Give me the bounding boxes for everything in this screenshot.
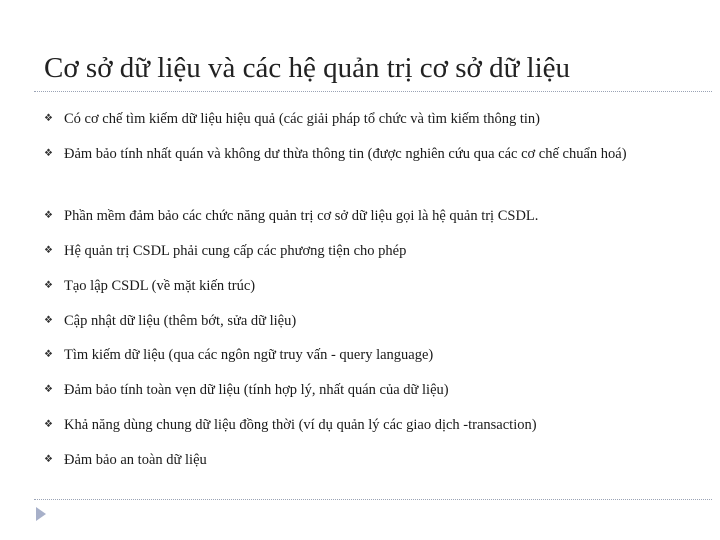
bullet-icon: ❖	[44, 419, 53, 430]
list-item: ❖ Tạo lập CSDL (về mặt kiến trúc)	[44, 269, 694, 303]
next-slide-triangle-icon	[36, 507, 46, 521]
bullet-icon: ❖	[44, 113, 53, 124]
bullet-icon: ❖	[44, 245, 53, 256]
bullet-icon: ❖	[44, 315, 53, 326]
list-item: ❖ Đảm bảo tính nhất quán và không dư thừa thông tin (được nghiên cứu qua các cơ chế chuẩn hoá)	[44, 137, 694, 171]
list-item: ❖ Tìm kiếm dữ liệu (qua các ngôn ngữ truy vấn - query language)	[44, 338, 694, 372]
bullet-icon: ❖	[44, 280, 53, 291]
bullet-icon: ❖	[44, 210, 53, 221]
list-item: ❖ Khả năng dùng chung dữ liệu đồng thời (ví dụ quản lý các giao dịch -transaction)	[44, 408, 694, 442]
list-item: ❖ Hệ quản trị CSDL phải cung cấp các phương tiện cho phép	[44, 234, 694, 268]
footer-divider	[34, 499, 712, 500]
list-item: ❖ Có cơ chế tìm kiếm dữ liệu hiệu quả (các giải pháp tổ chức và tìm kiếm thông tin)	[44, 102, 694, 136]
list-item: ❖ Cập nhật dữ liệu (thêm bớt, sửa dữ liệu)	[44, 304, 694, 338]
bullet-icon: ❖	[44, 454, 53, 465]
list-item: ❖ Đảm bảo an toàn dữ liệu	[44, 443, 694, 477]
bullet-icon: ❖	[44, 384, 53, 395]
list-item: ❖ Phần mềm đảm bảo các chức năng quản trị cơ sở dữ liệu gọi là hệ quản trị CSDL.	[44, 199, 694, 233]
slide-title: Cơ sở dữ liệu và các hệ quản trị cơ sở dữ liệu	[44, 52, 571, 84]
bullet-icon: ❖	[44, 349, 53, 360]
bullet-icon: ❖	[44, 148, 53, 159]
list-item: ❖ Đảm bảo tính toàn vẹn dữ liệu (tính hợp lý, nhất quán của dữ liệu)	[44, 373, 694, 407]
